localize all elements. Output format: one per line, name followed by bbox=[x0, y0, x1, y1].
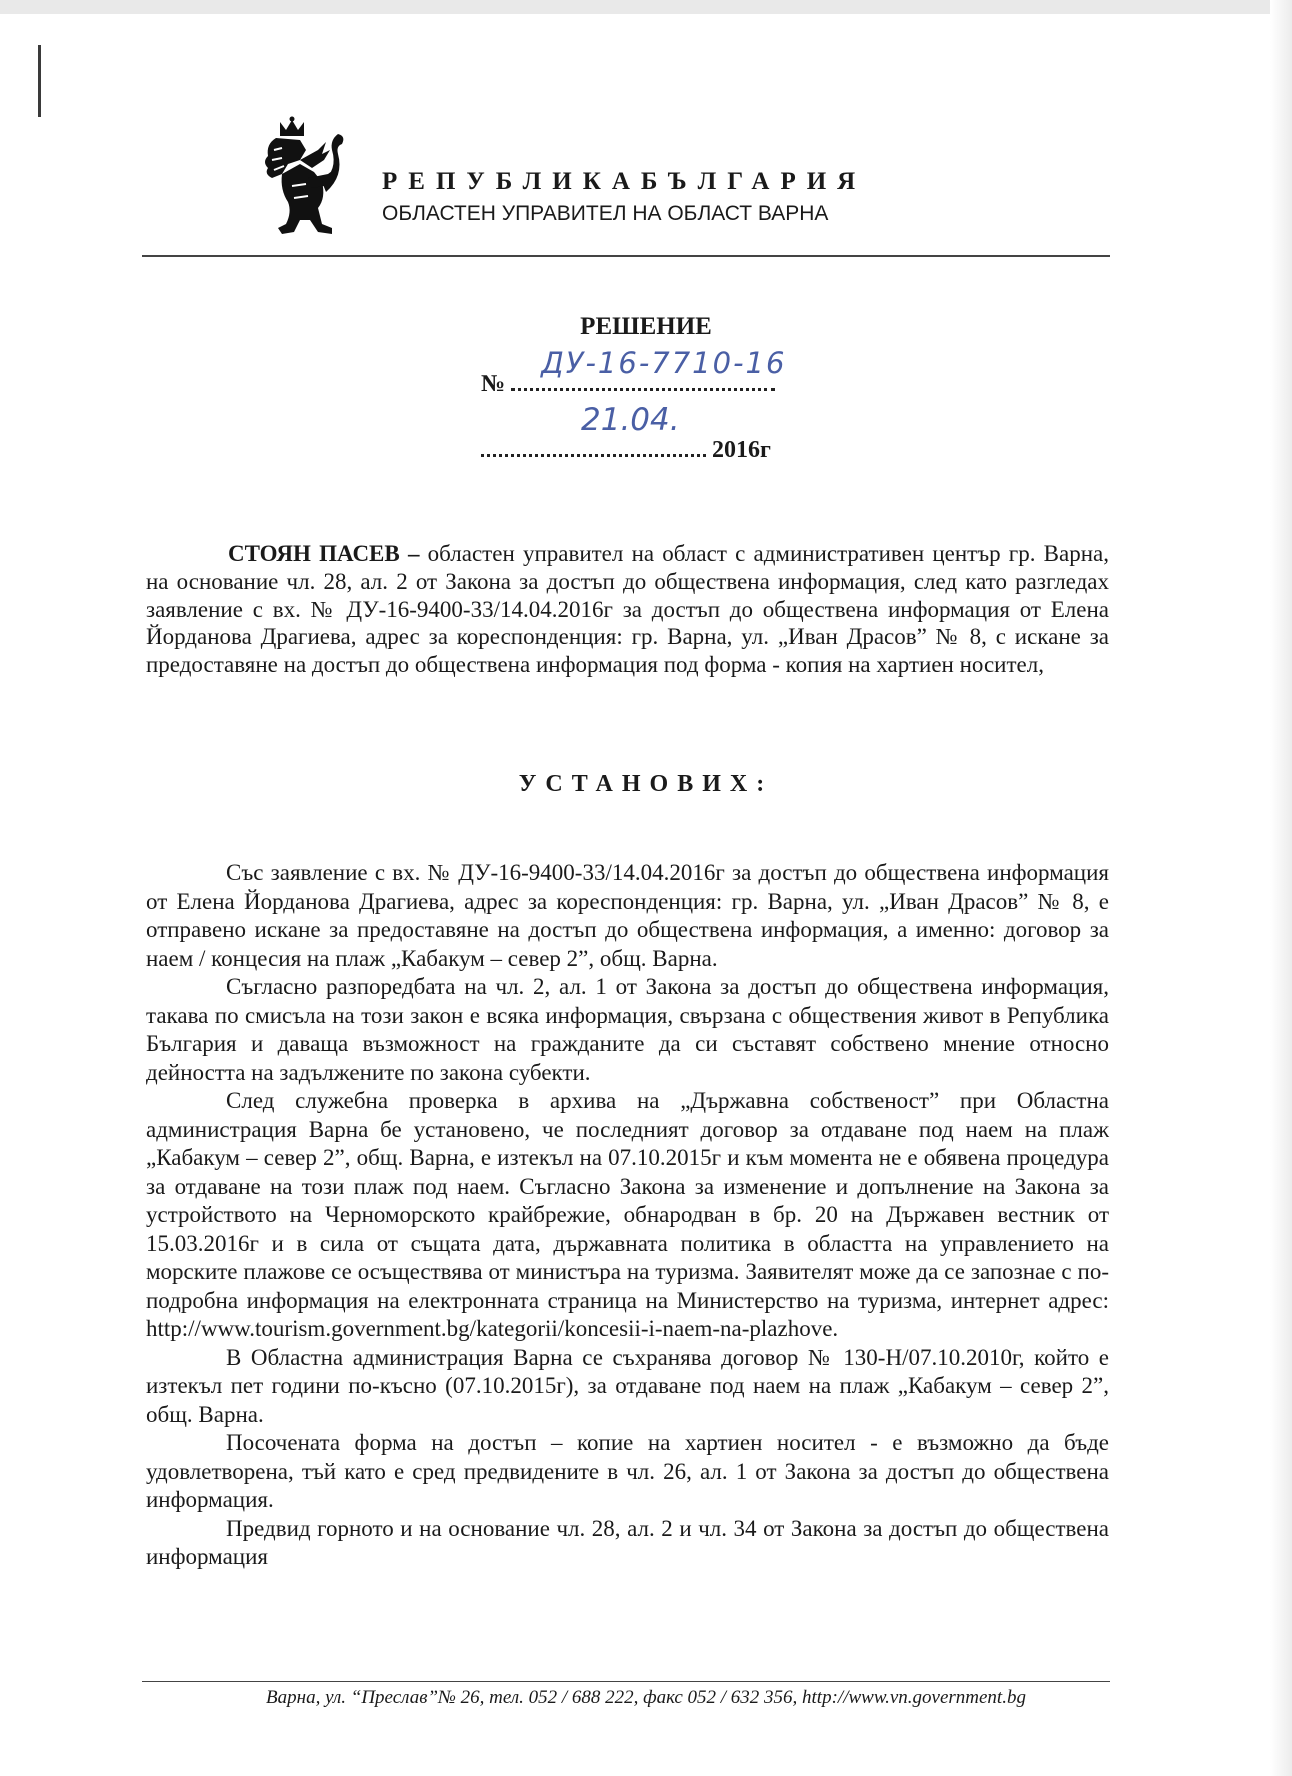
coat-of-arms-icon bbox=[252, 116, 350, 246]
decision-year: 2016г bbox=[712, 437, 771, 463]
ministry-url: http://www.tourism.government.bg/kategorii/koncesii-i-naem-na-plazhove. bbox=[146, 1316, 839, 1341]
number-dotted-field bbox=[511, 346, 787, 391]
paragraph: Съгласно разпоредбата на чл. 2, ал. 1 от Закона за достъп до обществена информация, такава по смисъла на този закон е всяка информация, свързана с обществения живот в Република България и даваща възможност на гражданите да си съставят собствено мнение относно дейността на задължените по закона субекти. bbox=[146, 974, 1109, 1085]
footer-divider bbox=[142, 1681, 1110, 1682]
letterhead bbox=[252, 116, 1102, 256]
footer-address: Варна, ул. “Преслав”№ 26, тел. 052 / 688 222, факс 052 / 632 356, http://www.vn.government.bg bbox=[266, 1687, 1026, 1708]
header-divider bbox=[142, 255, 1110, 257]
scan-right-edge bbox=[1270, 0, 1292, 1776]
paragraph: Посочената форма на достъп – копие на хартиен носител - е възможно да бъде удовлетворена, тъй като е сред предвидените в чл. 26, ал. 1 от Закона за достъп до обществена информация. bbox=[146, 1430, 1109, 1512]
paragraph: След служебна проверка в архива на „Държавна собственост” при Областна администрация Варна бе установено, че последният договор за отдаване под наем на плаж „Кабакум – север 2”, общ. Варна, е изтекъл на 07.10.2015г и към момента не е обявена процедура за отдаване на този плаж под наем. Съгласно Закона за изменение и допълнение на Закона за устройството на Черноморското крайбрежие, обнародван в бр. 20 на Държавен вестник от 15.03.2016г и в сила от същата дата, държавната политика в областта на управлението на морските плажове се осъществява от министъра на туризма. Заявителят може да се запознае с по-подробна информация на електронната страница на Министерство на туризма, интернет адрес: bbox=[146, 1088, 1109, 1313]
date-dotted-field bbox=[481, 402, 706, 457]
number-sign: № bbox=[481, 371, 506, 397]
decision-title: РЕШЕНИЕ bbox=[580, 313, 712, 340]
decision-number-line bbox=[481, 346, 787, 398]
decision-body bbox=[146, 859, 1109, 1572]
established-heading: УСТАНОВИХ: bbox=[518, 771, 774, 797]
country-title: РЕПУБЛИКАБЪЛГАРИЯ bbox=[382, 168, 867, 195]
margin-mark bbox=[38, 45, 41, 117]
intro-paragraph bbox=[146, 540, 1109, 679]
handwritten-number: ДУ-16-7710-16 bbox=[541, 346, 787, 380]
decision-date-line bbox=[481, 402, 771, 464]
paragraph: Със заявление с вх. № ДУ-16-9400-33/14.04.2016г за достъп до обществена информация от Елена Йорданова Драгиева, адрес за кореспонденция: гр. Варна, ул. „Иван Драсов” № 8, е отправено искане за предоставяне на достъп до обществена информация, а именно: договор за наем / концесия на плаж „Кабакум – север 2”, общ. Варна. bbox=[146, 860, 1109, 971]
authority-title: ОБЛАСТЕН УПРАВИТЕЛ НА ОБЛАСТ ВАРНА bbox=[382, 202, 829, 225]
paragraph: В Областна администрация Варна се съхранява договор № 130-Н/07.10.2010г, който е изтекъл пет години по-късно (07.10.2015г), за отдаване под наем на плаж „Кабакум – север 2”, общ. Варна. bbox=[146, 1344, 1109, 1427]
paragraph: Предвид горното и на основание чл. 28, ал. 2 и чл. 34 от Закона за достъп до обществена информация bbox=[146, 1515, 1109, 1569]
handwritten-date: 21.04. bbox=[581, 402, 680, 438]
governor-name: СТОЯН ПАСЕВ – bbox=[228, 541, 420, 566]
intro-text: областен управител на област с административен център гр. Варна, на основание чл. 28, ал. 2 от Закона за достъп до обществена информация, след като разгледах заявление с вх. № ДУ-16-9400-33/14.04.2016г за достъп до обществена информация от Елена Йорданова Драгиева, адрес за кореспонденция: гр. Варна, ул. „Иван Драсов” № 8, с искане за предоставяне на достъп до обществена информация под форма - копия на хартиен носител, bbox=[146, 541, 1110, 678]
